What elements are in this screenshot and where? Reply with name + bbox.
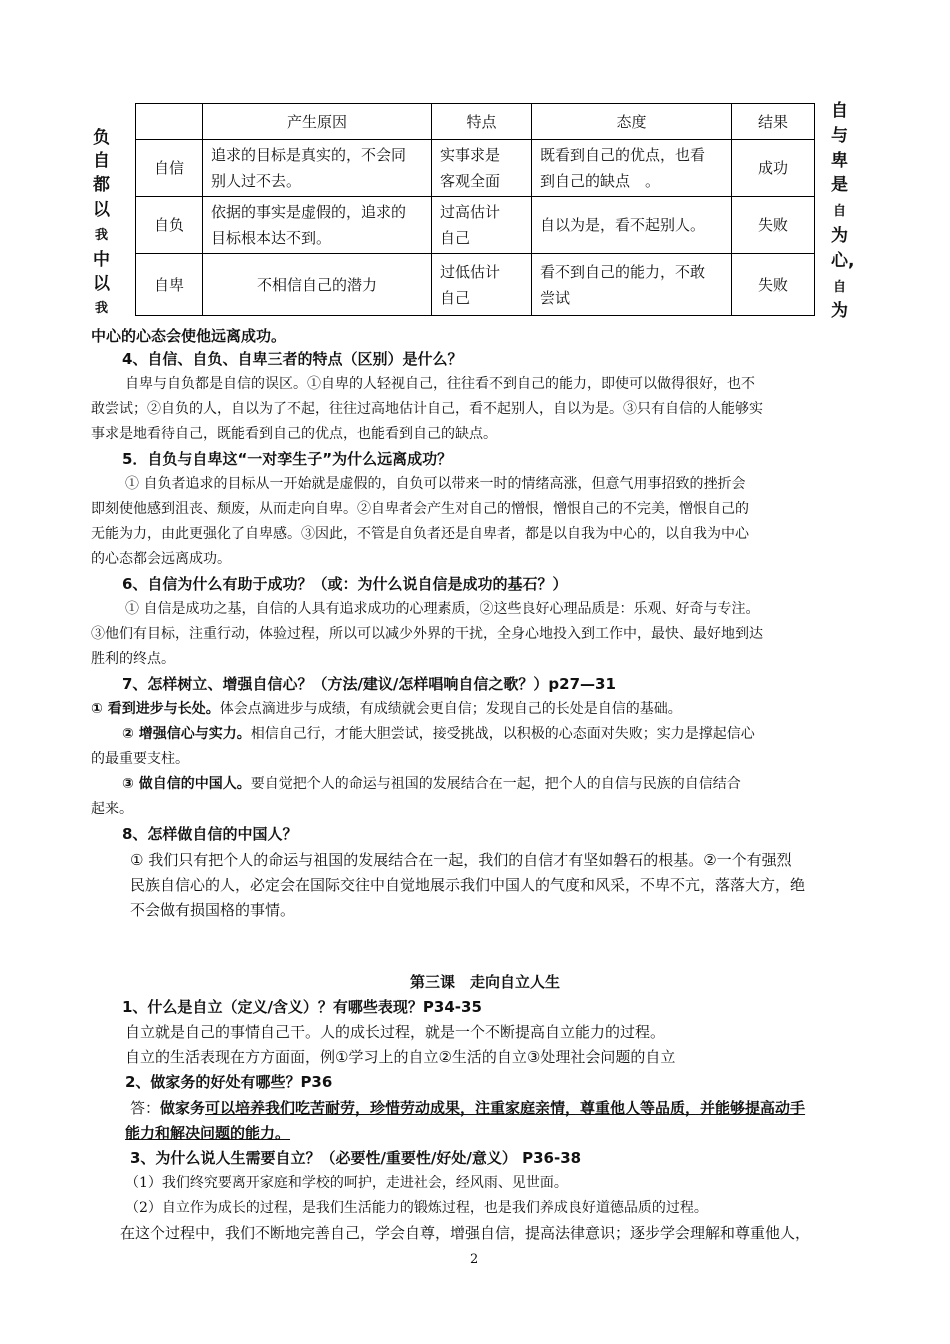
attitude-cell (532, 140, 732, 197)
q6-line: 胜利的终点。 (91, 651, 175, 667)
attitude-cell (532, 254, 732, 316)
q8-title: 8、怎样做自信的中国人？ (122, 825, 298, 843)
cell-line: 既看到自己的优点，也看 (540, 146, 706, 164)
table-row (136, 254, 815, 316)
q5-line: 无能为力，由此更强化了自卑感。③因此，不管是自负者还是自卑者，都是以自我为中心的，以自我为中心 (91, 526, 749, 542)
q6-line: ③他们有目标，注重行动，体验过程，所以可以减少外界的干扰，全身心地投入到工作中，最快、最好地到达 (91, 626, 763, 642)
l3-q2-title: 2、做家务的好处有哪些？P36 (125, 1073, 333, 1091)
q4-line: 敢尝试；②自负的人，自以为了不起，往往过高地估计自己，看不起别人，自以为是。③只有自信的人能够实 (91, 401, 763, 417)
table-header-cell: 结果 (732, 104, 815, 140)
side-char: 为 (831, 226, 848, 246)
attitude-cell: 自以为是，看不起别人。 (532, 197, 732, 254)
q7-item-2 (122, 722, 755, 746)
q6-title: 6、自信为什么有助于成功？（或：为什么说自信是成功的基石？） (122, 575, 568, 593)
table-header-cell (136, 104, 203, 140)
table-header-cell: 态度 (532, 104, 732, 140)
table-row (136, 140, 815, 197)
q7-item-2-cont: 的最重要支柱。 (91, 751, 189, 767)
q7-item-3-cont: 起来。 (91, 801, 133, 817)
row-label: 自卑 (136, 254, 203, 316)
trait-cell (432, 140, 532, 197)
q7-item-3-text: 要自觉把个人的命运与祖国的发展结合在一起，把个人的自信与民族的自信结合 (250, 776, 741, 792)
q7-item-2-heading: ② 增强信心与实力。 (122, 726, 251, 742)
side-char: 卑 (831, 151, 848, 171)
q5-title: 5．自负与自卑这“一对孪生子”为什么远离成功？ (122, 450, 453, 468)
cause-cell (203, 140, 432, 197)
result-cell: 失败 (732, 197, 815, 254)
q7-item-1 (91, 697, 682, 721)
l3-q3-line: 在这个过程中，我们不断地完善自己，学会自尊，增强自信，提高法律意识；逐步学会理解和尊重他人， (120, 1224, 811, 1242)
cell-line: 看不到自己的能力，不敢 (540, 262, 706, 281)
answer-bold-1: 做家务 (160, 1099, 206, 1117)
cell-line: 客观全面 (440, 172, 501, 190)
q7-item-3 (122, 772, 741, 796)
table-header-cell: 特点 (432, 104, 532, 140)
cause-cell: 不相信自己的潜力 (203, 254, 432, 316)
side-char: 自 (833, 280, 847, 295)
cell-line: 尝试 (540, 288, 571, 307)
answer-bold-2: 可以培养我们吃苦耐劳，珍惜劳动成果，注重家庭亲情，尊重他人等品质，并能够提高动手 (205, 1099, 806, 1117)
side-char: 自 (833, 204, 847, 219)
cell-line: 别人过不去。 (211, 172, 302, 190)
cell-line: 过高估计 (440, 203, 501, 221)
cause-cell (203, 197, 432, 254)
side-char: 我 (95, 301, 109, 316)
side-char: 心, (831, 251, 855, 271)
side-char: 负 (93, 128, 110, 148)
side-char: 以 (93, 274, 110, 294)
cell-line: 实事求是 (440, 146, 501, 164)
continuation-line: 中心的心态会使他远离成功。 (91, 327, 287, 345)
side-char: 中 (93, 250, 110, 270)
l3-q3-line: （1）我们终究要离开家庭和学校的呵护，走进社会，经风雨、见世面。 (125, 1175, 568, 1191)
q4-line: 事求是地看待自己，既能看到自己的优点，也能看到自己的缺点。 (91, 426, 497, 442)
l3-q1-title: 1、什么是自立（定义/含义）？有哪些表现？P34-35 (122, 998, 482, 1016)
q7-item-2-text: 相信自己行，才能大胆尝试，接受挑战，以积极的心态面对失败；实力是撑起信心 (250, 726, 755, 742)
q5-line: 的心态都会远离成功。 (91, 551, 231, 567)
row-label: 自负 (136, 197, 203, 254)
q7-title: 7、怎样树立、增强自信心？（方法/建议/怎样唱响自信之歌？）p27—31 (122, 675, 616, 693)
l3-q2-answer-cont: 能力和解决问题的能力。 (125, 1124, 291, 1142)
table-header-cell: 产生原因 (203, 104, 432, 140)
q8-line: ① 我们只有把个人的命运与祖国的发展结合在一起，我们的自信才有坚如磐石的根基。②一个有强烈 (130, 851, 792, 869)
q7-item-1-heading: ① 看到进步与长处。 (91, 701, 220, 717)
q7-item-3-heading: ③ 做自信的中国人。 (122, 776, 251, 792)
side-char: 我 (95, 228, 109, 243)
side-char: 都 (93, 175, 110, 195)
l3-q1-line: 自立就是自己的事情自己干。人的成长过程，就是一个不断提高自立能力的过程。 (125, 1023, 666, 1041)
cell-line: 到自己的缺点 。 (540, 172, 661, 190)
q6-line: ① 自信是成功之基，自信的人具有追求成功的心理素质，②这些良好心理品质是：乐观、好奇与专注。 (125, 601, 760, 617)
cell-line: 目标根本达不到。 (211, 229, 332, 247)
table-row (136, 197, 815, 254)
cell-line: 依据的事实是虚假的，追求的 (211, 203, 407, 221)
side-char: 自 (831, 101, 848, 121)
result-cell: 失败 (732, 254, 815, 316)
q8-line: 不会做有损国格的事情。 (130, 901, 296, 919)
side-char: 以 (93, 200, 110, 220)
page-number: 2 (470, 1252, 479, 1267)
side-char: 为 (831, 301, 848, 321)
result-cell: 成功 (732, 140, 815, 197)
side-char: 是 (831, 175, 848, 195)
q5-line: 即刻使他感到沮丧、颓废，从而走向自卑。②自卑者会产生对自己的憎恨，憎恨自己的不完美，憎恨自己的 (91, 501, 749, 517)
comparison-table (135, 103, 815, 316)
l3-q3-title: 3、为什么说人生需要自立？（必要性/重要性/好处/意义） P36-38 (130, 1149, 582, 1167)
q5-line: ① 自负者追求的目标从一开始就是虚假的，自负可以带来一时的情绪高涨，但意气用事招致的挫折会 (125, 476, 746, 492)
table-header-row (136, 104, 815, 140)
cell-line: 过低估计 (440, 262, 501, 281)
cell-line: 追求的目标是真实的，不会同 (211, 146, 407, 164)
l3-q1-line: 自立的生活表现在方方面面，例①学习上的自立②生活的自立③处理社会问题的自立 (125, 1048, 676, 1066)
l3-q2-answer (130, 1096, 805, 1120)
q8-line: 民族自信心的人，必定会在国际交往中自觉地展示我们中国人的气度和风采，不卑不亢，落落大方，绝 (130, 876, 806, 894)
side-char: 自 (93, 151, 110, 171)
trait-cell (432, 254, 532, 316)
side-char: 与 (831, 126, 848, 146)
q4-title: 4、自信、自负、自卑三者的特点（区别）是什么？ (122, 350, 463, 368)
l3-q3-line: （2）自立作为成长的过程，是我们生活能力的锻炼过程，也是我们养成良好道德品质的过程。 (125, 1200, 708, 1216)
row-label: 自信 (136, 140, 203, 197)
cell-line: 自己 (440, 229, 471, 247)
q4-line: 自卑与自负都是自信的误区。①自卑的人轻视自己，往往看不到自己的能力，即使可以做得很好，也不 (125, 376, 755, 392)
trait-cell (432, 197, 532, 254)
lesson-title: 第三课 走向自立人生 (410, 973, 561, 991)
q7-item-1-text: 体会点滴进步与成绩，有成绩就会更自信；发现自己的长处是自信的基础。 (219, 701, 682, 717)
answer-prefix: 答： (130, 1099, 161, 1117)
cell-line: 自己 (440, 288, 471, 307)
